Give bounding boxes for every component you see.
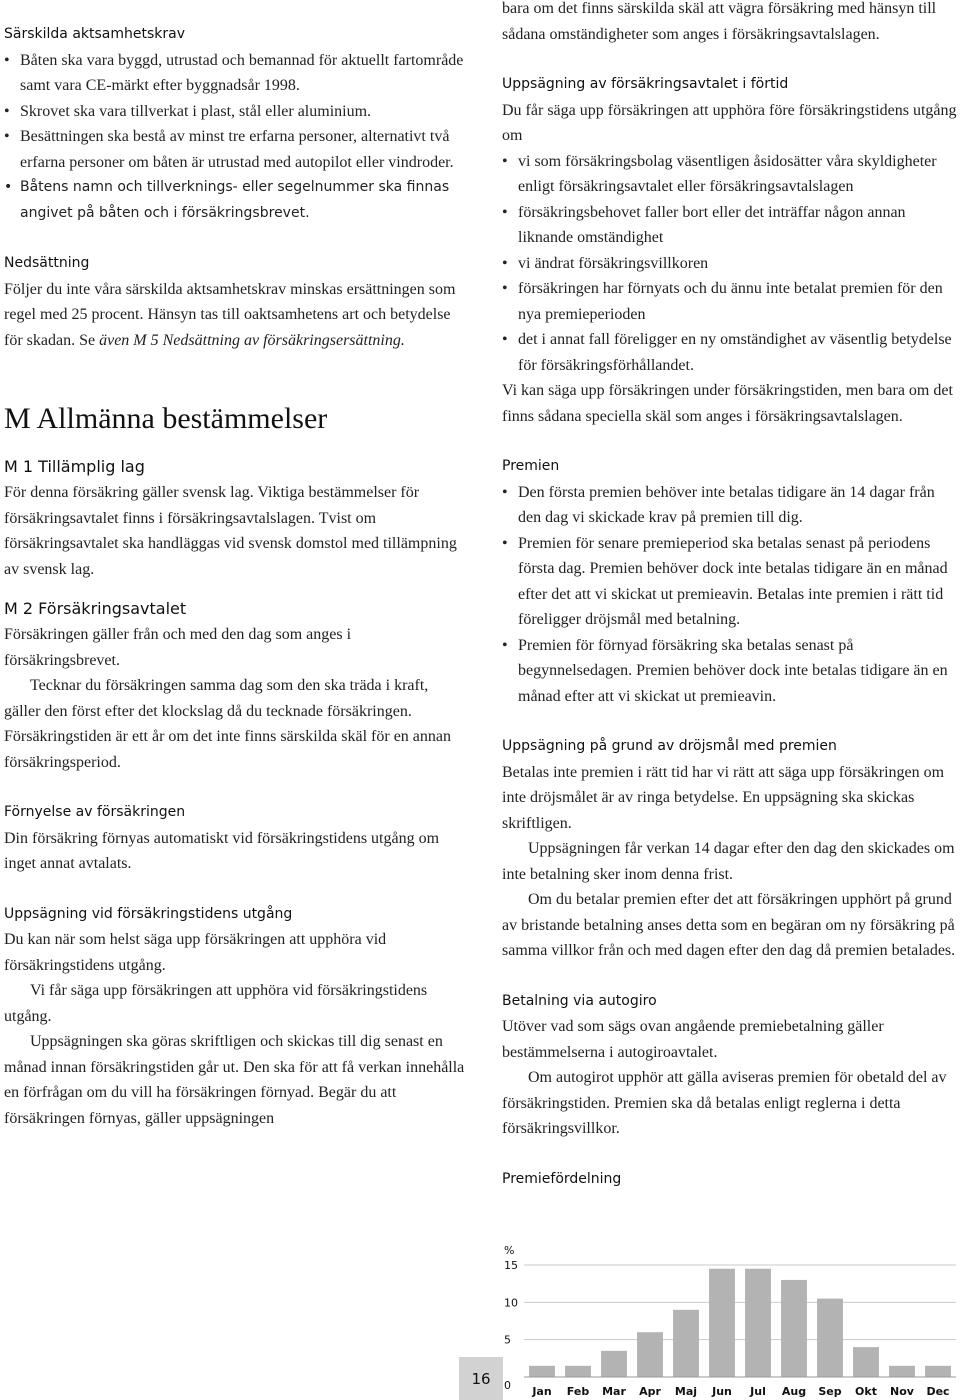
fortid-list [502,149,958,379]
x-tick-label: Mar [602,1385,626,1398]
continued-text: bara om det finns särskilda skäl att vägra försäkring med hänsyn till sådana omständigheter som anges i försäkringsavtalslagen. [502,0,937,43]
uppsagning-paragraph-3: Uppsägningen ska göras skriftligen och skickas till dig senast en månad innan försäkringstiden går ut. Den ska för att få verkan innehålla en förfrågan om du vill ha försäkringen förnyad. Begär du att försäkringen förnyas, gäller uppsägningen [4,1033,465,1127]
x-tick-label: Jul [750,1385,766,1398]
chart-svg [502,1236,958,1400]
section-title-uppsagning-utgang: Uppsägning vid försäkringstidens utgång [4,905,293,922]
section-title-uppsagning-fortid: Uppsägning av försäkringsavtalet i förtid [502,76,789,92]
x-tick-label: Okt [855,1385,877,1398]
list-item: • Båten ska vara byggd, utrustad och bemannad för aktuellt fartområde samt vara CE-märkt efter byggnadsår 1998. [4,48,466,99]
list-item: • det i annat fall föreligger en ny omständighet av väsentlig betydelse för försäkringsförhållandet. [502,327,958,378]
y-tick-label: 5 [504,1333,511,1347]
bar-okt [853,1347,879,1377]
x-tick-label: Sep [818,1385,842,1398]
list-item: • försäkringsbehovet faller bort eller det inträffar någon annan liknande omständighet [502,200,958,251]
list-item: • Premien för senare premieperiod ska betalas senast på periodens första dag. Premien behöver dock inte betalas tidigare än en månad efter det att vi skickat ut premieavin. Betalas inte premien i rätt tid föreligger dröjsmål med betalning. [502,531,958,633]
x-tick-label: Jun [712,1385,732,1398]
nedsattning-body: Följer du inte våra särskilda aktsamhetskrav minskas ersättningen som regel med 25 procent. Hänsyn tas till oaktsamhetens art och betydelse för skadan. Se [4,280,456,349]
section-title-premiefordelning: Premiefördelning [502,1170,622,1187]
nedsattning-text [4,277,466,354]
list-item: • Båtens namn och tillverknings- eller segelnummer ska finnas angivet på båten och i försäkringsbrevet. [4,175,466,226]
x-tick-label: Jan [532,1385,552,1398]
section-title-m2: M 2 Försäkringsavtalet [4,599,187,618]
section-title-sarskilda: Särskilda aktsamhetskrav [4,26,186,42]
bar-nov [889,1366,915,1377]
fortid-intro: Du får säga upp försäkringen att upphöra före försäkringstidens utgång om [502,101,957,144]
right-column [502,0,958,1192]
section-title-drojsmal: Uppsägning på grund av dröjsmål med premien [502,738,837,754]
fornyelse-text: Din försäkring förnyas automatiskt vid försäkringstidens utgång om inget annat avtalats. [4,829,440,872]
list-item: • Premien för förnyad försäkring ska betalas senast på begynnelsedagen. Premien behöver dock inte betalas tidigare än en månad efter att vi skickat ut premieavin. [502,633,958,710]
bar-jan [529,1366,555,1377]
y-tick-label: 15 [504,1259,518,1272]
autogiro-paragraph-2: Om autogirot upphör att gälla aviseras premien för obetald del av försäkringstiden. Premien ska då betalas enligt reglerna i detta försäkringsvillkor. [502,1069,947,1137]
x-tick-label: Dec [926,1385,950,1398]
m2-paragraph-1: Försäkringen gäller från och med den dag som anges i försäkringsbrevet. [4,626,352,669]
section-title-autogiro: Betalning via autogiro [502,992,657,1009]
bar-mar [601,1351,627,1377]
list-item: • vi ändrat försäkringsvillkoren [502,251,958,277]
list-item: • Den första premien behöver inte betalas tidigare än 14 dagar från den dag vi skickade krav på premien till dig. [502,480,958,531]
list-item: • Skrovet ska vara tillverkat i plast, stål eller aluminium. [4,99,466,125]
aktsamhetskrav-list [4,48,466,227]
bar-sep [817,1299,843,1377]
y-axis-label: % [504,1244,515,1257]
x-tick-label: Maj [674,1385,698,1398]
nedsattning-reference: även M 5 Nedsättning av försäkringsersättning. [99,331,405,349]
section-title-premien: Premien [502,458,560,474]
uppsagning-paragraph-1: Du kan när som helst säga upp försäkringen att upphöra vid försäkringstidens utgång. [4,931,387,974]
section-title-fornyelse: Förnyelse av försäkringen [4,804,186,820]
x-tick-label: Apr [639,1385,661,1398]
drojsmal-paragraph-2: Uppsägningen får verkan 14 dagar efter den dag den skickades om inte betalning sker inom denna frist. [502,840,955,883]
drojsmal-paragraph-1: Betalas inte premien i rätt tid har vi rätt att säga upp försäkringen om inte dröjsmålet är av ringa betydelse. En uppsägning ska skickas skriftligen. [502,763,945,832]
x-tick-label: Feb [566,1385,590,1398]
y-tick-label: 0 [504,1379,511,1392]
fortid-outro: Vi kan säga upp försäkringen under försäkringstiden, men bara om det finns sådana speciella skäl som anges i försäkringsavtalslagen. [502,382,953,425]
premien-list [502,480,958,710]
m2-paragraph-2: Tecknar du försäkringen samma dag som den ska träda i kraft, gäller den först efter det klockslag då du tecknade försäkringen. Försäkringstiden är ett år om det inte finns särskilda skäl för en annan försäkringsperiod. [4,677,451,771]
m1-text: För denna försäkring gäller svensk lag. Viktiga bestämmelser för försäkringsavtalet finns i försäkringsavtalslagen. Tvist om försäkringsavtalet ska handläggas vid svensk domstol med tillämpning av svensk lag. [4,484,457,578]
main-heading: M Allmänna bestämmelser [4,402,328,435]
bar-aug [781,1280,807,1377]
page-number: 16 [459,1357,503,1400]
bar-feb [565,1366,591,1377]
section-title-nedsattning: Nedsättning [4,255,90,271]
x-tick-label: Aug [781,1385,807,1398]
bar-maj [673,1310,699,1377]
bar-jun [709,1269,735,1377]
bar-dec [925,1366,951,1377]
list-item: • Besättningen ska bestå av minst tre erfarna personer, alternativt två erfarna personer om båten är utrustad med autopilot eller vindroder. [4,124,466,175]
autogiro-paragraph-1: Utöver vad som sägs ovan angående premiebetalning gäller bestämmelserna i autogiroavtalet. [502,1018,884,1061]
list-item: • vi som försäkringsbolag väsentligen åsidosätter våra skyldigheter enligt försäkringsavtalet eller försäkringsavtalslagen [502,149,958,200]
bar-jul [745,1269,771,1377]
uppsagning-paragraph-2: Vi får säga upp försäkringen att upphöra vid försäkringstidens utgång. [4,982,428,1025]
x-tick-label: Nov [890,1385,914,1398]
left-column [4,0,466,1131]
section-title-m1: M 1 Tillämplig lag [4,457,145,476]
list-item: • försäkringen har förnyats och du ännu inte betalat premien för den nya premieperioden [502,276,958,327]
drojsmal-paragraph-3: Om du betalar premien efter det att försäkringen upphört på grund av bristande betalning anses detta som en begäran om ny försäkring på samma villkor från och med dagen efter den dag då premien betalades. [502,891,956,959]
premiefordelning-chart [502,1236,958,1400]
y-tick-label: 10 [504,1296,518,1310]
bar-apr [637,1332,663,1377]
